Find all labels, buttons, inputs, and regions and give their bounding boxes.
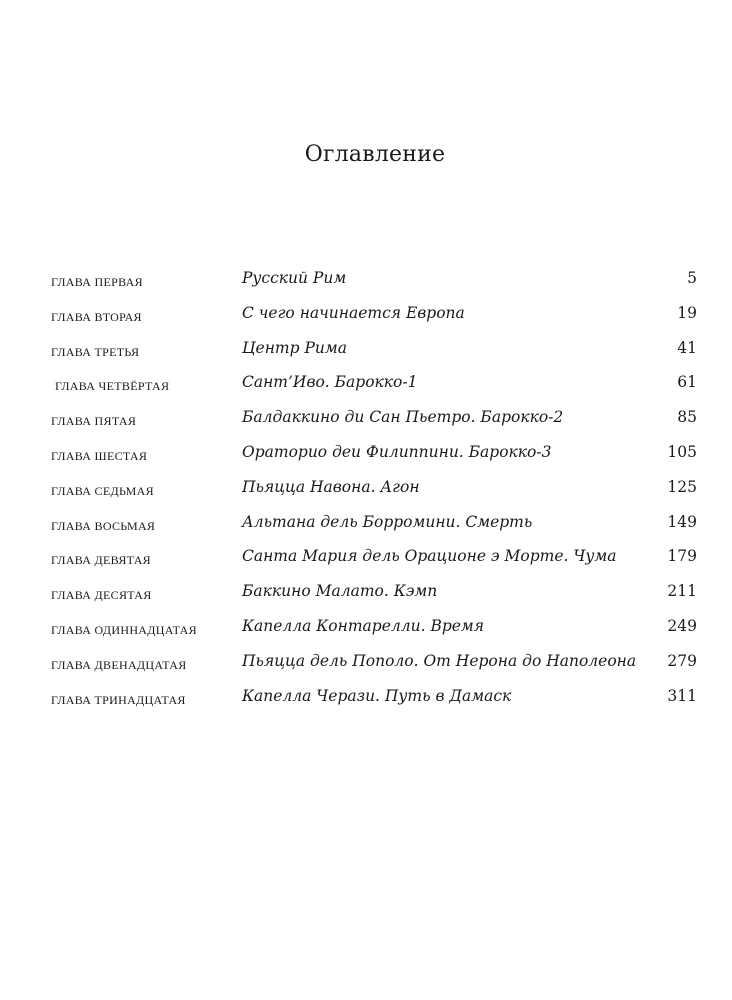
toc-row	[51, 438, 697, 473]
toc-row	[51, 299, 697, 334]
toc-page-number: 211	[667, 582, 697, 601]
toc-chapter-label: ГЛАВА ПЕРВАЯ	[51, 275, 143, 289]
table-of-contents	[51, 264, 697, 716]
toc-page-number: 61	[677, 373, 697, 392]
toc-chapter-title: Капелла Контарелли. Время	[242, 616, 485, 635]
toc-chapter-title: Центр Рима	[242, 338, 347, 357]
toc-chapter-label: ГЛАВА ПЯТАЯ	[51, 414, 137, 429]
toc-page-number: 41	[677, 338, 697, 357]
toc-chapter-label: ГЛАВА СЕДЬМАЯ	[51, 483, 154, 498]
toc-row	[51, 577, 697, 612]
toc-chapter-title: Ораторио деи Филиппини. Барокко-3	[242, 442, 552, 461]
toc-row	[51, 682, 697, 717]
toc-row	[51, 334, 697, 369]
toc-row	[51, 542, 697, 577]
toc-page-number: 5	[687, 269, 697, 287]
toc-chapter-title: С чего начинается Европа	[242, 303, 465, 322]
toc-row	[51, 647, 697, 682]
toc-page-number: 85	[677, 408, 697, 427]
toc-page-number: 249	[667, 616, 697, 635]
toc-page-number: 19	[677, 303, 697, 322]
toc-row	[51, 403, 697, 438]
toc-chapter-label: ГЛАВА ТРЕТЬЯ	[51, 344, 140, 359]
toc-chapter-title: Сант’Иво. Барокко-1	[242, 373, 418, 392]
toc-page-number: 279	[667, 651, 697, 670]
toc-chapter-title: Альтана дель Борромини. Смерть	[242, 512, 533, 531]
toc-chapter-label: ГЛАВА ДЕВЯТАЯ	[51, 553, 151, 568]
toc-chapter-label: ГЛАВА ТРИНАДЦАТАЯ	[51, 692, 186, 707]
toc-chapter-label: ГЛАВА ОДИННАДЦАТАЯ	[51, 622, 197, 637]
toc-chapter-label: ГЛАВА ВТОРАЯ	[51, 309, 142, 324]
toc-page-number: 105	[667, 442, 697, 461]
toc-chapter-title: Русский Рим	[242, 269, 347, 287]
toc-row	[51, 508, 697, 543]
toc-chapter-title: Санта Мария дель Орационе э Морте. Чума	[242, 547, 617, 566]
toc-page-number: 179	[667, 547, 697, 566]
toc-page-number: 149	[667, 512, 697, 531]
toc-page-number: 125	[667, 477, 697, 496]
toc-chapter-label: ГЛАВА ШЕСТАЯ	[51, 448, 148, 463]
toc-row	[51, 264, 697, 299]
page-title: Оглавление	[304, 142, 446, 167]
toc-row	[51, 473, 697, 508]
toc-chapter-title: Пьяцца дель Пополо. От Нерона до Наполеона	[242, 651, 637, 670]
toc-chapter-title: Капелла Черази. Путь в Дамаск	[242, 686, 512, 705]
toc-row	[51, 368, 697, 403]
toc-chapter-title: Баккино Малато. Кэмп	[242, 582, 438, 601]
toc-chapter-label: ГЛАВА ДЕСЯТАЯ	[51, 588, 152, 603]
toc-chapter-title: Балдаккино ди Сан Пьетро. Барокко-2	[242, 408, 564, 427]
toc-chapter-label: ГЛАВА ДВЕНАДЦАТАЯ	[51, 657, 187, 672]
toc-chapter-label: ГЛАВА ЧЕТВЁРТАЯ	[55, 379, 170, 394]
toc-row	[51, 612, 697, 647]
toc-chapter-label: ГЛАВА ВОСЬМАЯ	[51, 518, 156, 533]
toc-chapter-title: Пьяцца Навона. Агон	[242, 477, 420, 496]
toc-page-number: 311	[667, 686, 697, 705]
